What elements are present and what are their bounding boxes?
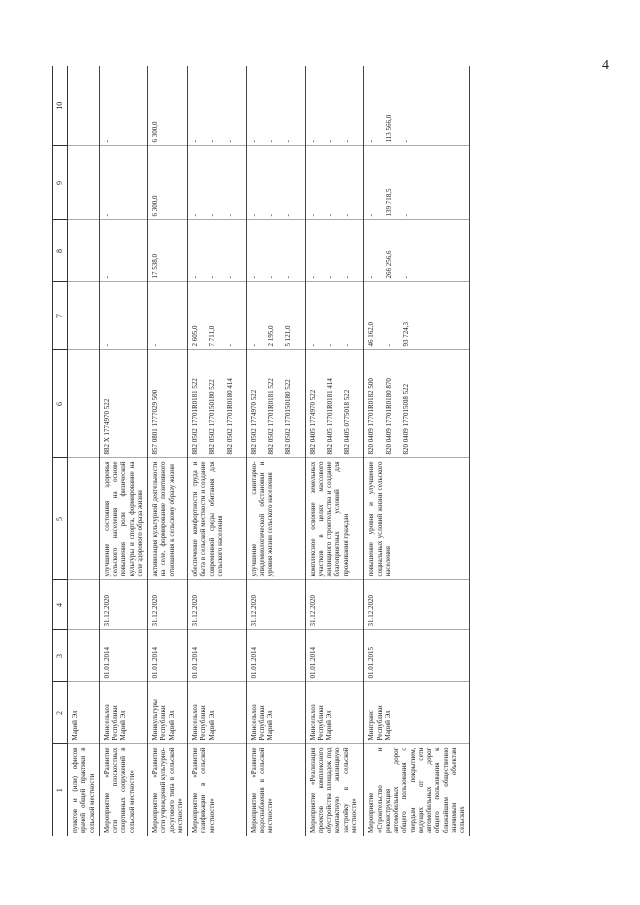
cell-line: 882 0405 17701R0181 414 (325, 378, 334, 455)
column-header-1: 1 (53, 744, 68, 836)
cell-line: 882 0502 1770150180 522 (208, 379, 217, 455)
page-number: 4 (602, 58, 609, 73)
cell-c8 (188, 220, 247, 282)
cell-line: 882 0502 1774970 522 (249, 389, 258, 455)
cell-c3: 01.01.2014 (148, 630, 188, 682)
cell-line: - (267, 276, 275, 279)
cell-line: - (249, 344, 258, 347)
cell-c9 (148, 146, 188, 220)
cell-c6 (364, 350, 470, 458)
cell-c8 (148, 220, 188, 282)
cell-line: 882 0502 17701R0180 414 (225, 378, 234, 455)
cell-c2: Марий Эл (68, 682, 100, 744)
cell-line: - (384, 344, 393, 347)
cell-line: - (325, 276, 334, 279)
cell-line: - (102, 344, 111, 347)
cell-line: - (151, 344, 159, 347)
cell-c1: пунктов и (или) офисов врачей общей практики в сельской местности (68, 744, 100, 836)
cell-c9 (68, 146, 100, 220)
cell-line: - (343, 140, 351, 143)
cell-c7 (246, 282, 305, 350)
cell-c6 (68, 350, 100, 458)
cell-c8 (364, 220, 470, 282)
cell-c6 (246, 350, 305, 458)
cell-c4: 31.12.2020 (148, 580, 188, 630)
cell-c9 (99, 146, 147, 220)
cell-c6 (148, 350, 188, 458)
cell-c9 (188, 146, 247, 220)
column-header-5: 5 (53, 458, 68, 580)
cell-line: - (367, 276, 376, 279)
cell-c2: Минсельхоз Республики Марий Эл (188, 682, 247, 744)
cell-c7 (188, 282, 247, 350)
cell-line: 882 0405 0775018 522 (343, 389, 351, 455)
cell-c2: Минсельхоз Республики Марий Эл (305, 682, 364, 744)
cell-line: - (325, 214, 334, 217)
cell-c6 (99, 350, 147, 458)
cell-line: - (367, 140, 376, 143)
cell-line: 882 0502 17701R0181 522 (267, 378, 275, 455)
cell-line: 882 X 1774970 522 (102, 398, 111, 455)
cell-c1: Мероприятие «Развитие сети учреждений культурно-досугового типа в сельской местности» (148, 744, 188, 836)
column-header-4: 4 (53, 580, 68, 630)
table-row (246, 66, 305, 836)
cell-c1: Мероприятие «Развитие газификации в сельской местности» (188, 744, 247, 836)
table-row (305, 66, 364, 836)
cell-line: - (325, 344, 334, 347)
cell-line: 820 0409 17701R0182 500 (367, 378, 376, 455)
cell-c6 (305, 350, 364, 458)
cell-c8 (246, 220, 305, 282)
cell-line: - (308, 276, 317, 279)
cell-c10 (68, 66, 100, 146)
cell-line: - (401, 140, 410, 143)
cell-c2: Минтранс Республики Марий Эл (364, 682, 470, 744)
table-row (188, 66, 247, 836)
cell-c7 (99, 282, 147, 350)
cell-c3: 01.01.2015 (364, 630, 470, 682)
cell-c10 (305, 66, 364, 146)
cell-line: - (225, 214, 234, 217)
cell-c8 (99, 220, 147, 282)
cell-line: 7 711,0 (208, 325, 217, 347)
cell-line: - (208, 140, 217, 143)
cell-line: - (191, 214, 199, 217)
cell-line: - (308, 214, 317, 217)
cell-c2: Минкультуры Республики Марий Эл (148, 682, 188, 744)
cell-c4 (68, 580, 100, 630)
cell-line: - (249, 276, 258, 279)
cell-line: 266 256,6 (384, 250, 393, 279)
cell-line: - (102, 276, 111, 279)
cell-c10 (99, 66, 147, 146)
cell-line: - (401, 276, 410, 279)
cell-c8 (68, 220, 100, 282)
cell-c1: Мероприятие «Развитие водоснабжения в сельской местности» (246, 744, 305, 836)
cell-c5: активизация культурной деятельности на селе, формирование позитивного отношения к сельскому образу жизни (148, 458, 188, 580)
cell-c9 (305, 146, 364, 220)
cell-line: 820 0409 1770150I8 522 (401, 383, 410, 455)
cell-c7 (68, 282, 100, 350)
table-row (364, 66, 470, 836)
cell-c10 (364, 66, 470, 146)
cell-line: - (367, 214, 376, 217)
cell-c4: 31.12.2020 (246, 580, 305, 630)
cell-c2: Минсельхоз Республики Марий Эл (99, 682, 147, 744)
cell-c9 (246, 146, 305, 220)
cell-c10 (188, 66, 247, 146)
cell-c4: 31.12.2020 (99, 580, 147, 630)
cell-line: 882 0405 1774970 522 (308, 389, 317, 455)
cell-c4: 31.12.2020 (364, 580, 470, 630)
cell-line: 6 300,0 (151, 121, 159, 143)
cell-line: - (267, 140, 275, 143)
cell-line: - (343, 276, 351, 279)
cell-c8 (305, 220, 364, 282)
table-body (68, 66, 470, 836)
cell-c5: улучшение состояния здоровья сельского населения на основе повышения роли физической культуры и спорта, формирование на селе здорового образа жизни (99, 458, 147, 580)
cell-line: - (249, 214, 258, 217)
cell-c2: Минсельхоз Республики Марий Эл (246, 682, 305, 744)
cell-line: 2 605,0 (191, 325, 199, 347)
cell-line: - (249, 140, 258, 143)
cell-c1: Мероприятие «Развитие сети плоскостных спортивных сооружений в сельской местности» (99, 744, 147, 836)
cell-line: - (102, 140, 111, 143)
cell-line: - (308, 140, 317, 143)
cell-c4: 31.12.2020 (305, 580, 364, 630)
cell-line: 113 566,0 (384, 114, 393, 143)
cell-c5: комплексное освоение земельных участков в целях массового жилищного строительства и создание благоприятных условий для проживания граждан (305, 458, 364, 580)
cell-c7 (305, 282, 364, 350)
cell-line: - (284, 276, 293, 279)
cell-c3: 01.01.2014 (188, 630, 247, 682)
budget-table (52, 66, 470, 836)
cell-line: 5 121,0 (284, 325, 293, 347)
cell-line: - (401, 214, 410, 217)
cell-c3: 01.01.2014 (246, 630, 305, 682)
cell-c5: повышение уровня и улучшение социальных условий жизни сельского населения (364, 458, 470, 580)
column-header-2: 2 (53, 682, 68, 744)
cell-line: - (225, 276, 234, 279)
cell-line: - (267, 214, 275, 217)
cell-line: - (284, 140, 293, 143)
cell-c7 (148, 282, 188, 350)
rotated-table-container (52, 66, 612, 836)
cell-line: - (208, 214, 217, 217)
cell-c7 (364, 282, 470, 350)
cell-line: - (343, 344, 351, 347)
table-row (68, 66, 100, 836)
cell-line: 6 300,0 (151, 195, 159, 217)
cell-line: 820 0409 17701R0180 870 (384, 378, 393, 455)
cell-line: 2 195,0 (267, 325, 275, 347)
column-header-7: 7 (53, 282, 68, 350)
cell-line: - (191, 140, 199, 143)
cell-line: 46 162,0 (367, 322, 376, 347)
cell-c4: 31.12.2020 (188, 580, 247, 630)
cell-line: - (102, 214, 111, 217)
cell-line: - (325, 140, 334, 143)
cell-line: - (284, 214, 293, 217)
cell-line: - (343, 214, 351, 217)
cell-c6 (188, 350, 247, 458)
cell-c10 (246, 66, 305, 146)
cell-c10 (148, 66, 188, 146)
column-header-9: 9 (53, 146, 68, 220)
cell-c3: 01.01.2014 (305, 630, 364, 682)
cell-line: - (308, 344, 317, 347)
cell-c5 (68, 458, 100, 580)
column-header-10: 10 (53, 66, 68, 146)
cell-line: - (191, 276, 199, 279)
cell-c1: Мероприятие «Строительство и реконструкция автомобильных дорог общего пользования с твердым покрытием, ведущих от сети автомобильных дорог общего пользования к ближайшим общественно значимым объектам сельских (364, 744, 470, 836)
cell-c3: 01.01.2014 (99, 630, 147, 682)
cell-line: - (225, 140, 234, 143)
cell-c9 (364, 146, 470, 220)
column-header-3: 3 (53, 630, 68, 682)
cell-c5: обеспечение комфортности труда и быта в сельской местности и создание современной среды обитания для сельского населения (188, 458, 247, 580)
column-header-8: 8 (53, 220, 68, 282)
cell-c5: улучшение санитарно-эпидемиологической обстановки и уровня жизни сельского населения (246, 458, 305, 580)
cell-line: 93 724,3 (401, 322, 410, 347)
cell-line: - (225, 344, 234, 347)
cell-line: 882 0502 1770150180 522 (284, 379, 293, 455)
cell-line: 17 538,0 (151, 254, 159, 279)
cell-line: - (208, 276, 217, 279)
table-row (148, 66, 188, 836)
cell-line: 882 0502 17701R0181 522 (191, 378, 199, 455)
cell-line: 139 718,5 (384, 188, 393, 217)
column-header-6: 6 (53, 350, 68, 458)
table-row (99, 66, 147, 836)
table-header-row (53, 66, 68, 836)
cell-line: 857 0801 1777029 500 (151, 389, 159, 455)
cell-c1: Мероприятие «Реализация проектов комплексного обустройства площадок под компактную жилищную застройку в сельской местности» (305, 744, 364, 836)
cell-c3 (68, 630, 100, 682)
